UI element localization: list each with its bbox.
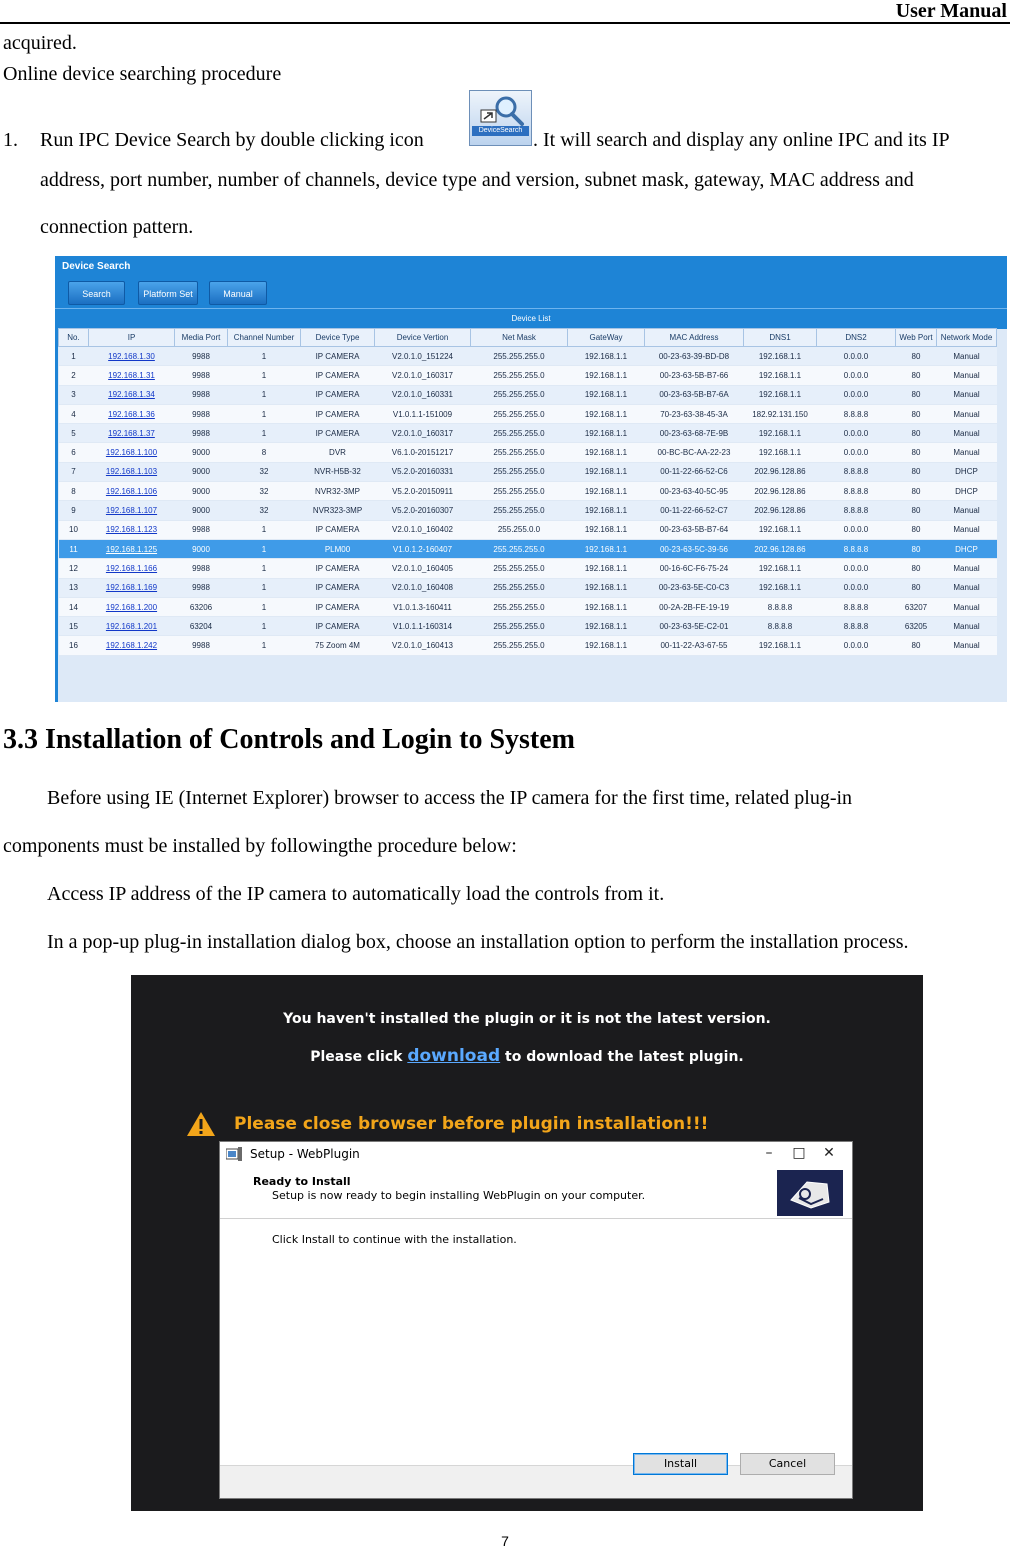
para1-line1: Before using IE (Internet Explorer) browser to access the IP camera for the first time, related plug-in xyxy=(47,787,853,809)
device-cell: 80 xyxy=(896,501,937,520)
manual-setting-button[interactable]: Manual xyxy=(209,281,267,305)
device-cell: 255.255.255.0 xyxy=(471,597,568,616)
device-cell: 00-23-63-5B-B7-64 xyxy=(645,520,744,539)
minimize-button[interactable]: – xyxy=(765,1145,773,1161)
device-cell: Manual xyxy=(937,424,997,443)
device-cell: 00-23-63-5C-39-56 xyxy=(645,539,744,558)
device-cell: 9 xyxy=(59,501,89,520)
device-cell: 9988 xyxy=(175,366,228,385)
device-cell: 3 xyxy=(59,385,89,404)
device-cell: 00-11-22-A3-67-55 xyxy=(645,636,744,655)
device-cell: 00-23-63-5B-B7-6A xyxy=(645,385,744,404)
header-rule xyxy=(0,22,1010,24)
device-ip-link[interactable]: 192.168.1.201 xyxy=(89,617,175,636)
device-cell: V2.0.1.0_160317 xyxy=(375,424,471,443)
plugin-notice-pre: Please click xyxy=(310,1049,403,1065)
device-cell: 0.0.0.0 xyxy=(817,347,896,366)
device-cell: 9988 xyxy=(175,578,228,597)
ready-subtitle: Setup is now ready to begin installing WebPlugin on your computer. xyxy=(272,1189,646,1202)
device-row[interactable] xyxy=(59,366,997,385)
plugin-notice-post: to download the latest plugin. xyxy=(505,1049,744,1065)
device-cell: 255.255.255.0 xyxy=(471,366,568,385)
device-cell: V2.0.1.0_160331 xyxy=(375,385,471,404)
device-cell: 255.255.255.0 xyxy=(471,347,568,366)
magnifier-icon xyxy=(470,91,531,145)
device-cell: 15 xyxy=(59,617,89,636)
device-cell: 202.96.128.86 xyxy=(744,539,817,558)
device-cell: IP CAMERA xyxy=(301,385,375,404)
device-cell: 00-23-63-5E-C2-01 xyxy=(645,617,744,636)
device-cell: 80 xyxy=(896,539,937,558)
column-header[interactable]: Device Type xyxy=(301,329,375,347)
download-link[interactable]: download xyxy=(407,1046,501,1066)
column-header[interactable]: No. xyxy=(59,329,89,347)
ready-title: Ready to Install xyxy=(253,1175,351,1188)
device-cell: 192.168.1.1 xyxy=(568,520,645,539)
device-cell: 192.168.1.1 xyxy=(744,424,817,443)
device-ip-link[interactable]: 192.168.1.169 xyxy=(89,578,175,597)
device-cell: IP CAMERA xyxy=(301,578,375,597)
para2: Access IP address of the IP camera to automatically load the controls from it. xyxy=(47,883,665,905)
para1-line2: components must be installed by followingthe procedure below: xyxy=(3,835,517,857)
device-cell: 0.0.0.0 xyxy=(817,366,896,385)
device-cell: 192.168.1.1 xyxy=(568,636,645,655)
device-cell: 192.168.1.1 xyxy=(568,366,645,385)
device-ip-link[interactable]: 192.168.1.30 xyxy=(89,347,175,366)
device-cell: 192.168.1.1 xyxy=(568,347,645,366)
device-cell: DHCP xyxy=(937,539,997,558)
device-cell: Manual xyxy=(937,366,997,385)
step1-text-d: connection pattern. xyxy=(40,216,194,238)
device-cell: V1.0.1.1-151009 xyxy=(375,404,471,423)
device-cell: 1 xyxy=(228,520,301,539)
step1-text-c: address, port number, number of channels, device type and version, subnet mask, gateway, MAC address and xyxy=(40,169,914,191)
device-cell: 80 xyxy=(896,578,937,597)
device-cell: Manual xyxy=(937,636,997,655)
device-cell: IP CAMERA xyxy=(301,597,375,616)
page-number: 7 xyxy=(501,1533,509,1549)
device-cell: 8.8.8.8 xyxy=(744,617,817,636)
device-cell: NVR323-3MP xyxy=(301,501,375,520)
device-cell: IP CAMERA xyxy=(301,520,375,539)
device-cell: V5.2.0-20160331 xyxy=(375,462,471,481)
device-cell: V2.0.1.0_160405 xyxy=(375,559,471,578)
platform-set-button[interactable]: Platform Set xyxy=(138,281,198,305)
device-cell: 00-2A-2B-FE-19-19 xyxy=(645,597,744,616)
device-cell: 70-23-63-38-45-3A xyxy=(645,404,744,423)
acquired-text: acquired. xyxy=(3,32,77,54)
column-header[interactable]: Network Mode xyxy=(937,329,997,347)
device-row[interactable] xyxy=(59,385,997,404)
device-cell: 1 xyxy=(228,559,301,578)
device-cell: 255.255.255.0 xyxy=(471,501,568,520)
device-cell: 75 Zoom 4M xyxy=(301,636,375,655)
device-cell: 6 xyxy=(59,443,89,462)
device-cell: 00-23-63-68-7E-9B xyxy=(645,424,744,443)
installer-logo-icon xyxy=(777,1170,843,1216)
device-cell: IP CAMERA xyxy=(301,617,375,636)
device-cell: Manual xyxy=(937,347,997,366)
search-button[interactable]: Search xyxy=(68,281,125,305)
device-cell: 80 xyxy=(896,559,937,578)
device-cell: 63206 xyxy=(175,597,228,616)
device-search-window xyxy=(55,256,1007,702)
device-cell: NVR-H5B-32 xyxy=(301,462,375,481)
device-cell: 0.0.0.0 xyxy=(817,520,896,539)
device-cell: Manual xyxy=(937,443,997,462)
step-number: 1. xyxy=(3,129,18,151)
device-cell: 80 xyxy=(896,462,937,481)
device-search-toolbar xyxy=(55,256,1007,308)
device-cell: 255.255.255.0 xyxy=(471,404,568,423)
column-header[interactable]: Media Port xyxy=(175,329,228,347)
device-cell: 9988 xyxy=(175,385,228,404)
device-cell: 255.255.255.0 xyxy=(471,617,568,636)
device-cell: IP CAMERA xyxy=(301,404,375,423)
device-cell: PLM00 xyxy=(301,539,375,558)
device-cell: Manual xyxy=(937,385,997,404)
device-cell: 1 xyxy=(228,366,301,385)
device-cell: Manual xyxy=(937,597,997,616)
device-cell: DVR xyxy=(301,443,375,462)
device-ip-link[interactable]: 192.168.1.34 xyxy=(89,385,175,404)
device-cell: 192.168.1.1 xyxy=(744,443,817,462)
device-cell: 1 xyxy=(228,404,301,423)
device-cell: 80 xyxy=(896,520,937,539)
device-cell: 32 xyxy=(228,462,301,481)
plugin-notice-line2 xyxy=(131,1046,923,1066)
device-cell: V6.1.0-20151217 xyxy=(375,443,471,462)
device-cell: Manual xyxy=(937,520,997,539)
device-cell: 00-BC-BC-AA-22-23 xyxy=(645,443,744,462)
device-cell: 1 xyxy=(228,424,301,443)
device-ip-link[interactable]: 192.168.1.37 xyxy=(89,424,175,443)
setup-title: Setup - WebPlugin xyxy=(250,1147,360,1161)
device-cell: 0.0.0.0 xyxy=(817,559,896,578)
device-cell: 192.168.1.1 xyxy=(568,385,645,404)
device-ip-link[interactable]: 192.168.1.242 xyxy=(89,636,175,655)
device-cell: 9988 xyxy=(175,347,228,366)
column-header[interactable]: Net Mask xyxy=(471,329,568,347)
device-cell: 9988 xyxy=(175,520,228,539)
device-cell: 00-11-22-66-52-C7 xyxy=(645,501,744,520)
column-header[interactable]: Web Port xyxy=(896,329,937,347)
device-cell: 202.96.128.86 xyxy=(744,501,817,520)
device-cell: 8.8.8.8 xyxy=(817,617,896,636)
device-cell: Manual xyxy=(937,559,997,578)
device-row[interactable] xyxy=(59,404,997,423)
device-cell: 9000 xyxy=(175,501,228,520)
plugin-notice-line1: You haven't installed the plugin or it is not the latest version. xyxy=(283,1011,771,1027)
device-cell: V5.2.0-20160307 xyxy=(375,501,471,520)
procedure-title: Online device searching procedure xyxy=(3,63,282,85)
device-cell: 9988 xyxy=(175,404,228,423)
device-cell: 8.8.8.8 xyxy=(817,482,896,501)
device-cell: 0.0.0.0 xyxy=(817,578,896,597)
device-cell: V5.2.0-20150911 xyxy=(375,482,471,501)
maximize-button[interactable]: □ xyxy=(792,1145,806,1161)
device-cell: 192.168.1.1 xyxy=(568,462,645,481)
device-cell: 182.92.131.150 xyxy=(744,404,817,423)
device-cell: 192.168.1.1 xyxy=(744,366,817,385)
device-ip-link[interactable]: 192.168.1.100 xyxy=(89,443,175,462)
device-cell: 9000 xyxy=(175,482,228,501)
device-cell: 255.255.255.0 xyxy=(471,443,568,462)
device-ip-link[interactable]: 192.168.1.31 xyxy=(89,366,175,385)
device-cell: V1.0.1.3-160411 xyxy=(375,597,471,616)
device-cell: 4 xyxy=(59,404,89,423)
setup-dialog xyxy=(219,1141,853,1499)
device-cell: 9000 xyxy=(175,539,228,558)
device-cell: 255.255.255.0 xyxy=(471,559,568,578)
device-cell: V1.0.1.1-160314 xyxy=(375,617,471,636)
setup-titlebar xyxy=(220,1142,852,1166)
device-cell: 00-23-63-40-5C-95 xyxy=(645,482,744,501)
device-ip-link[interactable]: 192.168.1.36 xyxy=(89,404,175,423)
device-cell: V1.0.1.2-160407 xyxy=(375,539,471,558)
para3: In a pop-up plug-in installation dialog box, choose an installation option to perform the installation process. xyxy=(47,931,909,953)
device-cell: 80 xyxy=(896,636,937,655)
device-cell: 8.8.8.8 xyxy=(817,404,896,423)
device-cell: Manual xyxy=(937,501,997,520)
device-cell: DHCP xyxy=(937,462,997,481)
device-cell: 9988 xyxy=(175,559,228,578)
device-cell: 0.0.0.0 xyxy=(817,443,896,462)
plugin-screenshot xyxy=(131,975,923,1511)
device-cell: 8.8.8.8 xyxy=(817,501,896,520)
device-list-body xyxy=(59,347,997,656)
device-cell: 8.8.8.8 xyxy=(817,539,896,558)
device-cell: 5 xyxy=(59,424,89,443)
column-header[interactable]: MAC Address xyxy=(645,329,744,347)
device-cell: 192.168.1.1 xyxy=(568,404,645,423)
device-cell: 8 xyxy=(59,482,89,501)
device-search-app-icon[interactable] xyxy=(469,90,532,146)
device-cell: 192.168.1.1 xyxy=(568,424,645,443)
device-cell: 255.255.255.0 xyxy=(471,482,568,501)
device-cell: 80 xyxy=(896,424,937,443)
device-list-header: Device List xyxy=(55,308,1007,329)
device-cell: 14 xyxy=(59,597,89,616)
setup-body xyxy=(220,1219,852,1466)
device-cell: 1 xyxy=(228,597,301,616)
device-cell: 192.168.1.1 xyxy=(744,636,817,655)
device-row[interactable] xyxy=(59,482,997,501)
device-cell: Manual xyxy=(937,404,997,423)
device-cell: 00-23-63-5E-C0-C3 xyxy=(645,578,744,597)
device-row[interactable] xyxy=(59,597,997,616)
device-cell: IP CAMERA xyxy=(301,559,375,578)
device-cell: 192.168.1.1 xyxy=(568,482,645,501)
step1-text-a: Run IPC Device Search by double clicking icon xyxy=(40,129,424,151)
device-cell: 202.96.128.86 xyxy=(744,482,817,501)
device-cell: 00-11-22-66-52-C6 xyxy=(645,462,744,481)
device-cell: 9000 xyxy=(175,462,228,481)
device-cell: 00-23-63-5B-B7-66 xyxy=(645,366,744,385)
device-cell: 1 xyxy=(228,539,301,558)
install-button[interactable]: Install xyxy=(633,1453,728,1475)
device-cell: Manual xyxy=(937,617,997,636)
section-heading: 3.3 Installation of Controls and Login to System xyxy=(3,724,576,755)
column-header[interactable]: DNS2 xyxy=(817,329,896,347)
device-row[interactable] xyxy=(59,636,997,655)
device-cell: 8.8.8.8 xyxy=(744,597,817,616)
device-cell: 80 xyxy=(896,347,937,366)
device-cell: 255.255.255.0 xyxy=(471,424,568,443)
device-cell: 192.168.1.1 xyxy=(744,347,817,366)
device-cell: 192.168.1.1 xyxy=(568,539,645,558)
plugin-warning: Please close browser before plugin installation!!! xyxy=(234,1114,709,1134)
device-cell: 9000 xyxy=(175,443,228,462)
device-cell: 255.255.255.0 xyxy=(471,462,568,481)
device-cell: NVR32-3MP xyxy=(301,482,375,501)
device-cell: 80 xyxy=(896,443,937,462)
device-row[interactable] xyxy=(59,539,997,558)
device-cell: 192.168.1.1 xyxy=(744,559,817,578)
device-cell: 255.255.0.0 xyxy=(471,520,568,539)
device-cell: 192.168.1.1 xyxy=(568,578,645,597)
device-cell: 192.168.1.1 xyxy=(568,559,645,578)
device-ip-link[interactable]: 192.168.1.123 xyxy=(89,520,175,539)
close-button[interactable]: ✕ xyxy=(823,1145,835,1161)
device-cell: 255.255.255.0 xyxy=(471,539,568,558)
device-ip-link[interactable]: 192.168.1.125 xyxy=(89,539,175,558)
header-title: User Manual xyxy=(895,0,1007,22)
device-cell: 192.168.1.1 xyxy=(568,443,645,462)
device-cell: 63204 xyxy=(175,617,228,636)
device-cell: 202.96.128.86 xyxy=(744,462,817,481)
device-cell: 1 xyxy=(228,347,301,366)
device-cell: 80 xyxy=(896,385,937,404)
device-cell: 192.168.1.1 xyxy=(568,597,645,616)
device-cell: IP CAMERA xyxy=(301,424,375,443)
column-header[interactable]: IP xyxy=(89,329,175,347)
column-header[interactable]: Device Vertion xyxy=(375,329,471,347)
device-row[interactable] xyxy=(59,443,997,462)
device-search-title: Device Search xyxy=(62,261,131,272)
device-cell: V2.0.1.0_160408 xyxy=(375,578,471,597)
device-cell: 00-16-6C-F6-75-24 xyxy=(645,559,744,578)
device-cell: 1 xyxy=(228,617,301,636)
device-cell: 13 xyxy=(59,578,89,597)
device-cell: V2.0.1.0_160317 xyxy=(375,366,471,385)
device-cell: 1 xyxy=(59,347,89,366)
device-cell: 192.168.1.1 xyxy=(744,578,817,597)
device-cell: 0.0.0.0 xyxy=(817,424,896,443)
device-cell: 8.8.8.8 xyxy=(817,462,896,481)
device-cell: Manual xyxy=(937,578,997,597)
device-cell: 2 xyxy=(59,366,89,385)
device-cell: IP CAMERA xyxy=(301,366,375,385)
device-cell: 1 xyxy=(228,385,301,404)
device-cell: 9988 xyxy=(175,424,228,443)
device-cell: DHCP xyxy=(937,482,997,501)
device-cell: 0.0.0.0 xyxy=(817,636,896,655)
device-row[interactable] xyxy=(59,347,997,366)
device-cell: 16 xyxy=(59,636,89,655)
warning-icon xyxy=(186,1111,216,1137)
column-header[interactable]: DNS1 xyxy=(744,329,817,347)
device-cell: 8 xyxy=(228,443,301,462)
device-cell: 192.168.1.1 xyxy=(568,617,645,636)
device-cell: 255.255.255.0 xyxy=(471,385,568,404)
device-list-table xyxy=(58,328,997,656)
device-cell: 63207 xyxy=(896,597,937,616)
device-cell: 192.168.1.1 xyxy=(744,385,817,404)
device-ip-link[interactable]: 192.168.1.103 xyxy=(89,462,175,481)
device-cell: 12 xyxy=(59,559,89,578)
step1-text-b: . It will search and display any online IPC and its IP xyxy=(533,129,950,151)
device-search-icon-label: DeviceSearch xyxy=(478,127,523,134)
device-cell: 7 xyxy=(59,462,89,481)
device-cell: 255.255.255.0 xyxy=(471,578,568,597)
device-row[interactable] xyxy=(59,424,997,443)
device-cell: 192.168.1.1 xyxy=(568,501,645,520)
column-header[interactable]: Channel Number xyxy=(228,329,301,347)
device-cell: 9988 xyxy=(175,636,228,655)
device-row[interactable] xyxy=(59,520,997,539)
device-cell: 8.8.8.8 xyxy=(817,597,896,616)
device-ip-link[interactable]: 192.168.1.200 xyxy=(89,597,175,616)
setup-body-text: Click Install to continue with the installation. xyxy=(272,1233,517,1246)
setup-header-panel xyxy=(220,1166,852,1219)
cancel-button[interactable]: Cancel xyxy=(740,1453,835,1475)
setup-app-icon xyxy=(226,1147,242,1161)
device-cell: 1 xyxy=(228,578,301,597)
device-cell: V2.0.1.0_160413 xyxy=(375,636,471,655)
device-cell: 32 xyxy=(228,482,301,501)
column-header[interactable]: GateWay xyxy=(568,329,645,347)
device-row[interactable] xyxy=(59,578,997,597)
device-cell: 255.255.255.0 xyxy=(471,636,568,655)
device-cell: 63205 xyxy=(896,617,937,636)
device-cell: 80 xyxy=(896,404,937,423)
device-cell: 32 xyxy=(228,501,301,520)
device-row[interactable] xyxy=(59,462,997,481)
device-cell: 192.168.1.1 xyxy=(744,520,817,539)
device-row[interactable] xyxy=(59,501,997,520)
device-cell: 80 xyxy=(896,482,937,501)
device-cell: 10 xyxy=(59,520,89,539)
device-cell: 0.0.0.0 xyxy=(817,385,896,404)
device-cell: 11 xyxy=(59,539,89,558)
device-cell: IP CAMERA xyxy=(301,347,375,366)
device-cell: 00-23-63-39-BD-D8 xyxy=(645,347,744,366)
device-ip-link[interactable]: 192.168.1.107 xyxy=(89,501,175,520)
device-cell: 1 xyxy=(228,636,301,655)
device-row[interactable] xyxy=(59,559,997,578)
device-ip-link[interactable]: 192.168.1.166 xyxy=(89,559,175,578)
device-list-header-row xyxy=(59,329,997,347)
device-cell: V2.0.1.0_160402 xyxy=(375,520,471,539)
device-ip-link[interactable]: 192.168.1.106 xyxy=(89,482,175,501)
device-row[interactable] xyxy=(59,617,997,636)
device-cell: V2.0.1.0_151224 xyxy=(375,347,471,366)
device-cell: 80 xyxy=(896,366,937,385)
